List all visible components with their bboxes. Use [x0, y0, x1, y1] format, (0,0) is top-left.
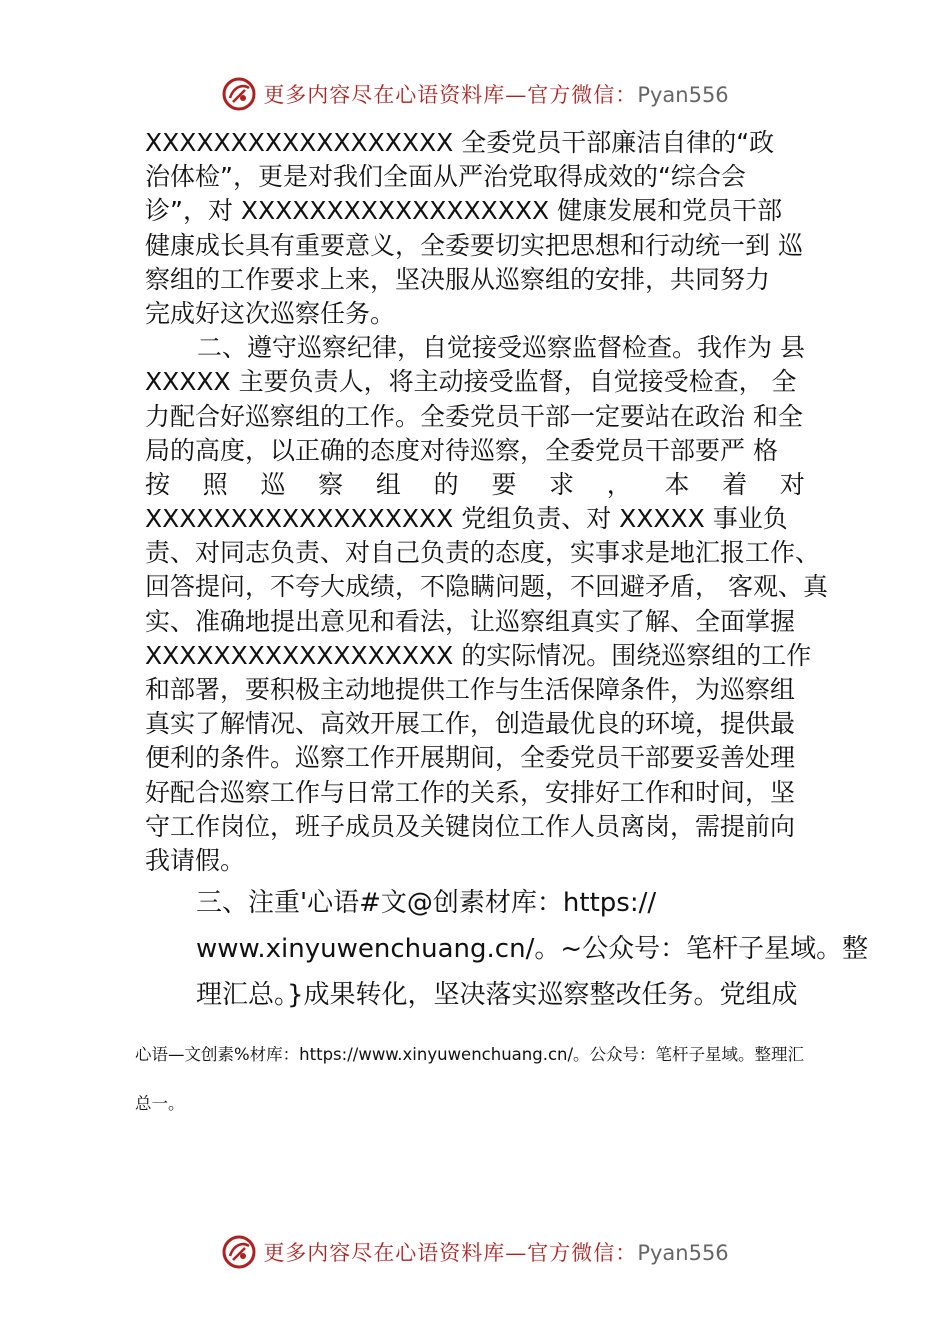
spaced-char: 察	[318, 469, 344, 499]
footnote-line: 心语—文创素%材库：https://www.xinyuwenchuang.cn/。公众号：笔杆子星域。整理汇	[135, 1045, 805, 1064]
spaced-char: ，	[606, 469, 632, 499]
seal-logo-icon	[221, 1234, 257, 1270]
text-line: 局的高度，以正确的态度对待巡察，全委党员干部要严 格	[145, 435, 778, 465]
text-line: 健康成长具有重要意义，全委要切实把思想和行动统一到 巡	[145, 230, 803, 260]
seal-logo-icon	[221, 76, 257, 112]
footer-banner	[0, 1230, 950, 1274]
header-wechat-id: Pyan556	[637, 83, 729, 107]
text-line: 察组的工作要求上来，坚决服从巡察组的安排，共同努力	[145, 264, 771, 294]
spaced-char: 按	[145, 469, 171, 499]
text-line: 完成好这次巡察任务。	[145, 298, 396, 328]
spaced-char: 组	[375, 469, 401, 499]
text-line: 三、注重'心语#文@创素材库：https://	[196, 888, 657, 918]
text-line: 理汇总。}成果转化，坚决落实巡察整改任务。党组成	[196, 980, 798, 1010]
text-line: 力配合好巡察组的工作。全委党员干部一定要站在政治 和全	[145, 401, 803, 431]
text-line: 和部署，要积极主动地提供工作与生活保障条件，为巡察组	[145, 675, 796, 704]
footer-wechat-id: Pyan556	[637, 1241, 729, 1265]
text-line: 回答提问，不夸大成绩，不隐瞒问题，不回避矛盾， 客观、真	[145, 572, 828, 602]
spaced-char: 对	[779, 469, 805, 499]
text-line: 真实了解情况、高效开展工作，创造最优良的环境，提供最	[145, 709, 796, 739]
spaced-char: 巡	[260, 469, 286, 499]
text-line: 诊”，对 XXXXXXXXXXXXXXXXXX 健康发展和党员干部	[145, 196, 783, 226]
text-line: XXXXXXXXXXXXXXXXXX 党组负责、对 XXXXX 事业负	[145, 504, 788, 534]
paragraph-two-heading: 二、遵守巡察纪律，自觉接受巡察监督检查。我作为 县	[197, 333, 805, 363]
spaced-text-line	[145, 468, 805, 502]
text-line: XXXXX 主要负责人，将主动接受监督，自觉接受检查， 全	[145, 367, 797, 397]
text-line: XXXXXXXXXXXXXXXXXX 的实际情况。围绕巡察组的工作	[145, 640, 812, 670]
spaced-char: 着	[722, 469, 748, 499]
text-line: 我请假。	[145, 845, 246, 875]
spaced-char: 本	[664, 469, 690, 499]
text-line: 治体检”，更是对我们全面从严治党取得成效的“综合会	[145, 162, 746, 192]
footer-text: 更多内容尽在心语资料库—官方微信：	[263, 1241, 638, 1265]
text-line: 实、准确地提出意见和看法，让巡察组真实了解、全面掌握	[145, 606, 796, 636]
spaced-char: 照	[202, 469, 228, 499]
body-text	[145, 126, 828, 878]
spaced-char: 要	[491, 469, 517, 499]
spaced-char: 求	[549, 469, 575, 499]
text-line: 便利的条件。巡察工作开展期间，全委党员干部要妥善处理	[145, 743, 796, 773]
text-line: www.xinyuwenchuang.cn/。~公众号：笔杆子星域。整	[196, 934, 869, 964]
footnote	[135, 1030, 845, 1128]
text-line: 责、对同志负责、对自己负责的态度，实事求是地汇报工作、	[145, 538, 821, 568]
text-line: 好配合巡察工作与日常工作的关系，安排好工作和时间，坚	[145, 777, 796, 807]
text-line: XXXXXXXXXXXXXXXXXX 全委党员干部廉洁自律的“政	[145, 128, 775, 157]
spaced-char: 的	[433, 469, 459, 499]
footnote-line: 总一。	[135, 1094, 185, 1113]
header-text: 更多内容尽在心语资料库—官方微信：	[263, 83, 638, 107]
header-banner	[0, 72, 950, 116]
paragraph-three	[196, 880, 869, 1018]
text-line: 守工作岗位，班子成员及关键岗位工作人员离岗，需提前向	[145, 811, 796, 841]
